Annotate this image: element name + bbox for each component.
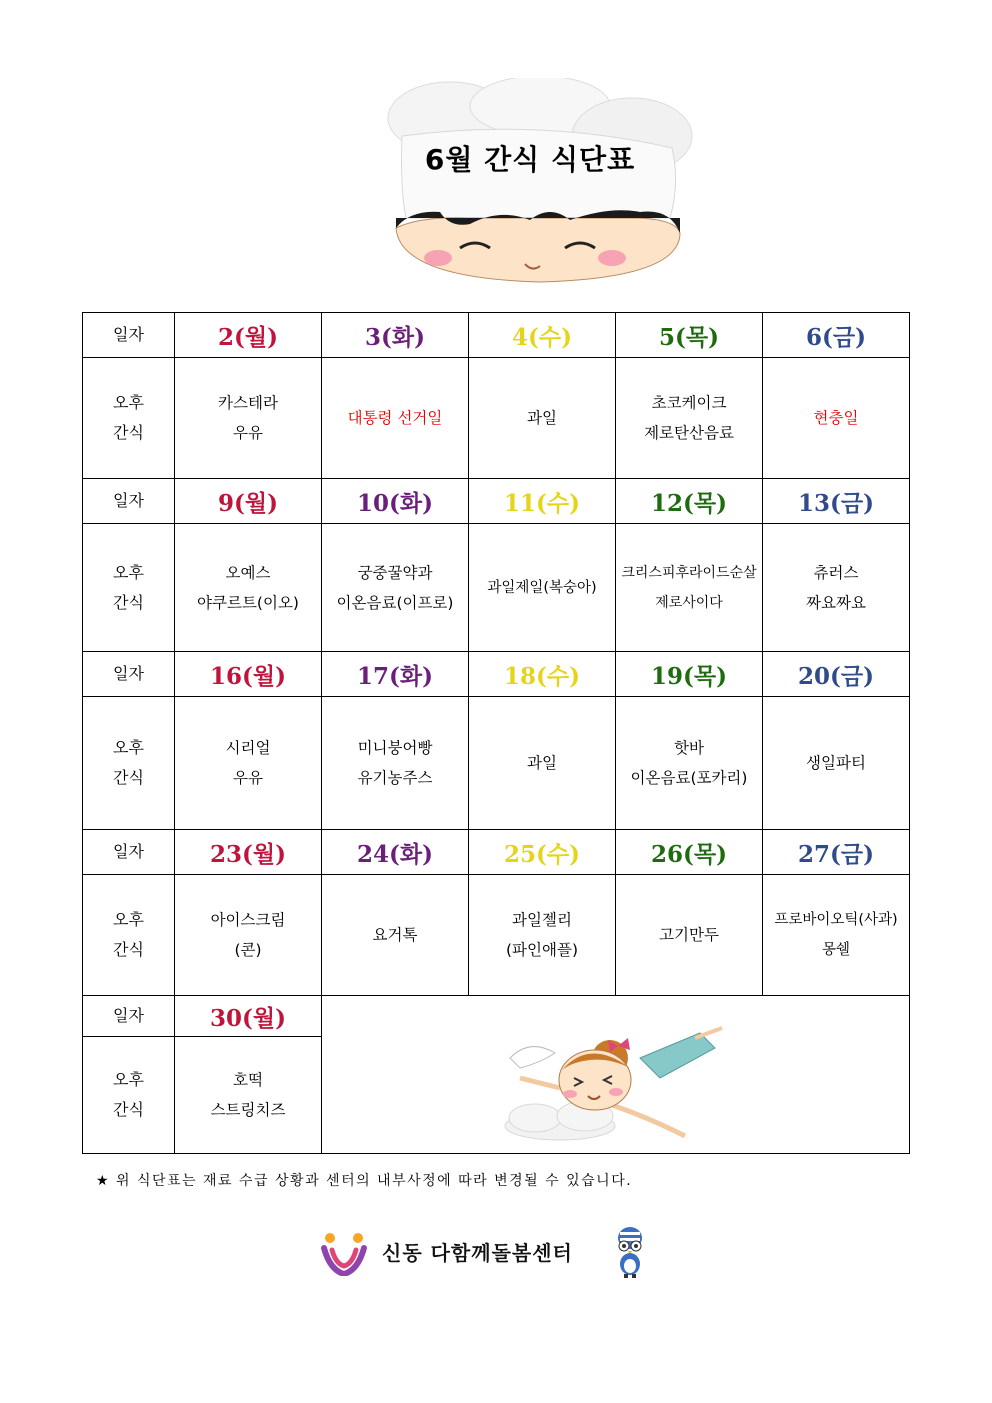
date-row-label: 일자: [83, 652, 175, 697]
date-cell: 4(수): [469, 313, 616, 358]
date-cell: 3(화): [322, 313, 469, 358]
date-cell: 23(월): [175, 830, 322, 875]
snack-row-label: 오후 간식: [83, 875, 175, 996]
date-cell: 10(화): [322, 479, 469, 524]
date-row: [83, 313, 910, 358]
date-cell: 27(금): [763, 830, 910, 875]
date-row: [83, 479, 910, 524]
snack-cell: 미니붕어빵 유기농주스: [322, 697, 469, 830]
center-logo-icon: [320, 1230, 368, 1276]
date-cell: 6(금): [763, 313, 910, 358]
date-cell: 19(목): [616, 652, 763, 697]
snack-cell: 핫바 이온음료(포카리): [616, 697, 763, 830]
date-cell: 26(목): [616, 830, 763, 875]
date-row: [83, 830, 910, 875]
snack-row-label: 오후 간식: [83, 358, 175, 479]
snack-cell: 아이스크림 (콘): [175, 875, 322, 996]
date-cell: 13(금): [763, 479, 910, 524]
date-row-label: 일자: [83, 313, 175, 358]
snack-row-label: 오후 간식: [83, 1037, 175, 1154]
date-cell: 25(수): [469, 830, 616, 875]
snack-cell: 츄러스 짜요짜요: [763, 524, 910, 652]
chef-hat-boy-illustration: [380, 78, 700, 288]
snack-cell: 오예스 야쿠르트(이오): [175, 524, 322, 652]
snack-row: [83, 524, 910, 652]
snack-row: [83, 875, 910, 996]
date-row-label: 일자: [83, 996, 175, 1037]
snack-cell: 크리스피후라이드순살 제로사이다: [616, 524, 763, 652]
footnote: ★ 위 식단표는 재료 수급 상황과 센터의 내부사정에 따라 변경될 수 있습니다.: [96, 1173, 633, 1189]
page-title: 6월 간식 식단표: [424, 143, 636, 176]
snack-menu-table: [82, 312, 910, 1154]
snack-cell: 과일젤리 (파인애플): [469, 875, 616, 996]
snack-cell: 호떡 스트링치즈: [175, 1037, 322, 1154]
date-cell: 16(월): [175, 652, 322, 697]
date-row-label: 일자: [83, 479, 175, 524]
snack-cell: 프로바이오틱(사과) 몽쉘: [763, 875, 910, 996]
date-cell: 2(월): [175, 313, 322, 358]
date-cell: 30(월): [175, 996, 322, 1037]
snack-cell: 생일파티: [763, 697, 910, 830]
holiday-cell: 대통령 선거일: [322, 358, 469, 479]
date-row: [83, 652, 910, 697]
date-cell: 9(월): [175, 479, 322, 524]
snack-cell: 시리얼 우유: [175, 697, 322, 830]
snack-row-label: 오후 간식: [83, 697, 175, 830]
date-cell: 5(목): [616, 313, 763, 358]
date-cell: 11(수): [469, 479, 616, 524]
owl-mascot-icon: [612, 1226, 648, 1278]
snack-cell: 과일: [469, 697, 616, 830]
snack-cell: 과일제일(복숭아): [469, 524, 616, 652]
date-cell: 24(화): [322, 830, 469, 875]
snack-cell: 과일: [469, 358, 616, 479]
flying-girl-illustration: [500, 1018, 725, 1143]
snack-row: [83, 358, 910, 479]
date-cell: 17(화): [322, 652, 469, 697]
date-row: [83, 996, 910, 1037]
snack-cell: 카스테라 우유: [175, 358, 322, 479]
snack-cell: 고기만두: [616, 875, 763, 996]
snack-row: [83, 697, 910, 830]
date-cell: 18(수): [469, 652, 616, 697]
center-name: 신동 다함께돌봄센터: [382, 1241, 573, 1265]
date-cell: 20(금): [763, 652, 910, 697]
date-cell: 12(목): [616, 479, 763, 524]
holiday-cell: 현충일: [763, 358, 910, 479]
snack-cell: 궁중꿀약과 이온음료(이프로): [322, 524, 469, 652]
snack-row-label: 오후 간식: [83, 524, 175, 652]
snack-cell: 요거톡: [322, 875, 469, 996]
snack-cell: 초코케이크 제로탄산음료: [616, 358, 763, 479]
date-row-label: 일자: [83, 830, 175, 875]
